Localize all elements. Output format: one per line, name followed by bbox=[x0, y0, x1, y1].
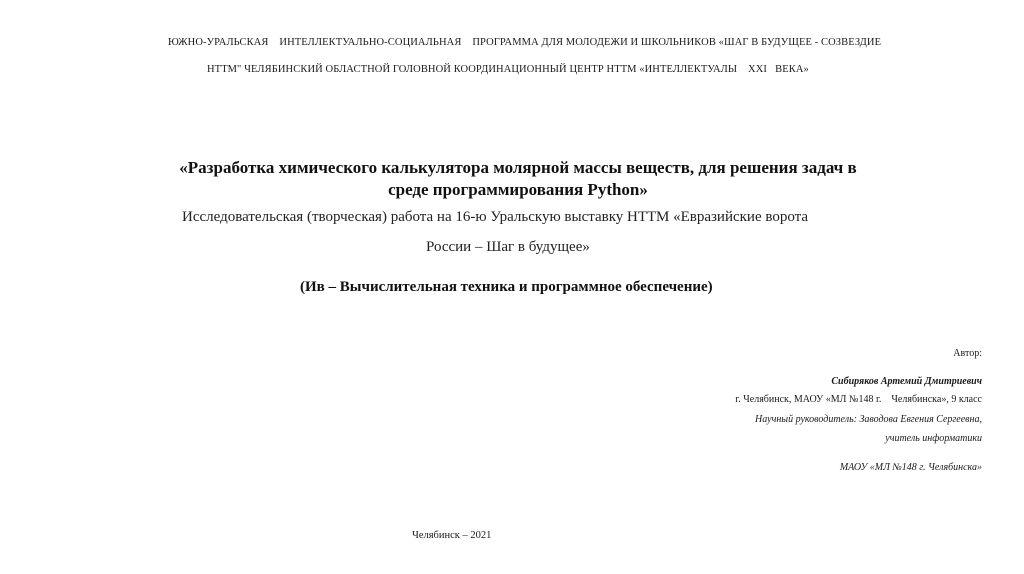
section-heading: (Ив – Вычислительная техника и программное обеспечение) bbox=[300, 279, 713, 295]
supervisor: Научный руководитель: Заводова Евгения Сергеевна, bbox=[755, 414, 982, 425]
subtitle-line-1: Исследовательская (творческая) работа на 16-ю Уральскую выставку НТТМ «Евразийские ворота bbox=[182, 209, 809, 225]
title-line-1: «Разработка химического калькулятора молярной массы веществ, для решения задач в bbox=[179, 158, 857, 177]
supervisor-role: учитель информатики bbox=[885, 433, 982, 444]
organization: МАОУ «МЛ №148 г. Челябинска» bbox=[839, 462, 982, 473]
author-school: г. Челябинск, МАОУ «МЛ №148 г. Челябинска», 9 класс bbox=[735, 394, 982, 405]
header-line-2: НТТМ" ЧЕЛЯБИНСКИЙ ОБЛАСТНОЙ ГОЛОВНОЙ КООРДИНАЦИОННЫЙ ЦЕНТР НТТМ «ИНТЕЛЛЕКТУАЛЫ XXI ВЕКА» bbox=[207, 64, 809, 75]
footer-city-year: Челябинск – 2021 bbox=[412, 530, 492, 541]
subtitle-line-2: России – Шаг в будущее» bbox=[426, 239, 590, 255]
author-label: Автор: bbox=[953, 348, 982, 359]
header-line-1: ЮЖНО-УРАЛЬСКАЯ ИНТЕЛЛЕКТУАЛЬНО-СОЦИАЛЬНАЯ ПРОГРАММА ДЛЯ МОЛОДЕЖИ И ШКОЛЬНИКОВ «ШАГ В БУДУЩЕЕ - СОЗВЕЗДИЕ bbox=[168, 37, 882, 48]
author-name: Сибиряков Артемий Дмитриевич bbox=[831, 376, 982, 387]
title-line-2: среде программирования Python» bbox=[388, 180, 648, 199]
